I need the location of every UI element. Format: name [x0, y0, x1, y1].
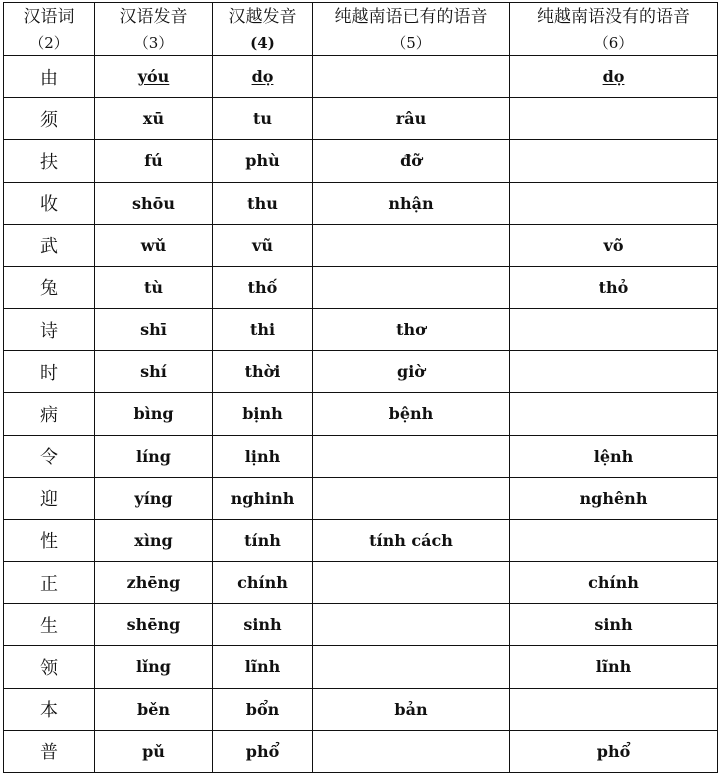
missing-vietnamese-cell: lĩnh [510, 646, 718, 688]
chinese-pronunciation-cell: shī [95, 309, 213, 351]
header-missing-vietnamese-sound: 纯越南语没有的语音 （6） [510, 3, 718, 56]
sino-vietnamese-cell: vũ [213, 224, 313, 266]
chinese-pronunciation-cell: yíng [95, 477, 213, 519]
chinese-word-cell: 武 [4, 224, 95, 266]
existing-vietnamese-cell [313, 435, 510, 477]
chinese-word-cell: 病 [4, 393, 95, 435]
sino-vietnamese-cell: tính [213, 519, 313, 561]
chinese-word-cell: 诗 [4, 309, 95, 351]
chinese-word-cell: 时 [4, 351, 95, 393]
missing-vietnamese-cell: thỏ [510, 266, 718, 308]
chinese-word-cell: 本 [4, 688, 95, 730]
sino-vietnamese-cell: thi [213, 309, 313, 351]
table-row [4, 688, 718, 730]
chinese-pronunciation-cell: xū [95, 98, 213, 140]
header-existing-vietnamese-sound: 纯越南语已有的语音 （5） [313, 3, 510, 56]
existing-vietnamese-cell: đỡ [313, 140, 510, 182]
sino-vietnamese-cell: bịnh [213, 393, 313, 435]
table-row [4, 604, 718, 646]
missing-vietnamese-cell [510, 182, 718, 224]
missing-vietnamese-cell [510, 98, 718, 140]
missing-vietnamese-cell: võ [510, 224, 718, 266]
missing-vietnamese-cell [510, 688, 718, 730]
sino-vietnamese-cell: chính [213, 562, 313, 604]
table-row [4, 646, 718, 688]
chinese-pronunciation-cell: zhēng [95, 562, 213, 604]
sino-vietnamese-cell: dọ [213, 56, 313, 98]
missing-vietnamese-cell: sinh [510, 604, 718, 646]
chinese-pronunciation-cell: yóu [95, 56, 213, 98]
chinese-word-cell: 兔 [4, 266, 95, 308]
pronunciation-comparison-table [3, 2, 718, 773]
sino-vietnamese-cell: lịnh [213, 435, 313, 477]
sino-vietnamese-cell: bổn [213, 688, 313, 730]
existing-vietnamese-cell [313, 730, 510, 772]
missing-vietnamese-cell: dọ [510, 56, 718, 98]
chinese-pronunciation-cell: shōu [95, 182, 213, 224]
sino-vietnamese-cell: phổ [213, 730, 313, 772]
chinese-pronunciation-cell: xìng [95, 519, 213, 561]
chinese-word-cell: 扶 [4, 140, 95, 182]
table-row [4, 351, 718, 393]
existing-vietnamese-cell: nhận [313, 182, 510, 224]
chinese-word-cell: 领 [4, 646, 95, 688]
table-row [4, 562, 718, 604]
table-row [4, 730, 718, 772]
chinese-word-cell: 收 [4, 182, 95, 224]
sino-vietnamese-cell: tu [213, 98, 313, 140]
table-row [4, 266, 718, 308]
existing-vietnamese-cell [313, 604, 510, 646]
chinese-pronunciation-cell: pǔ [95, 730, 213, 772]
missing-vietnamese-cell: lệnh [510, 435, 718, 477]
existing-vietnamese-cell [313, 56, 510, 98]
chinese-pronunciation-cell: bìng [95, 393, 213, 435]
missing-vietnamese-cell [510, 140, 718, 182]
chinese-word-cell: 令 [4, 435, 95, 477]
sino-vietnamese-cell: thố [213, 266, 313, 308]
missing-vietnamese-cell [510, 393, 718, 435]
chinese-pronunciation-cell: líng [95, 435, 213, 477]
chinese-word-cell: 正 [4, 562, 95, 604]
table-row [4, 182, 718, 224]
chinese-pronunciation-cell: lǐng [95, 646, 213, 688]
existing-vietnamese-cell: tính cách [313, 519, 510, 561]
header-chinese-pronunciation: 汉语发音 （3） [95, 3, 213, 56]
missing-vietnamese-cell [510, 519, 718, 561]
existing-vietnamese-cell [313, 477, 510, 519]
table-row [4, 477, 718, 519]
chinese-pronunciation-cell: tù [95, 266, 213, 308]
table-row [4, 56, 718, 98]
existing-vietnamese-cell [313, 646, 510, 688]
sino-vietnamese-cell: sinh [213, 604, 313, 646]
table-row [4, 309, 718, 351]
header-sino-vietnamese-pronunciation: 汉越发音 (4) [213, 3, 313, 56]
table-row [4, 140, 718, 182]
missing-vietnamese-cell [510, 351, 718, 393]
sino-vietnamese-cell: thời [213, 351, 313, 393]
chinese-word-cell: 生 [4, 604, 95, 646]
existing-vietnamese-cell: bản [313, 688, 510, 730]
chinese-word-cell: 普 [4, 730, 95, 772]
existing-vietnamese-cell: bệnh [313, 393, 510, 435]
header-chinese-word: 汉语词 （2） [4, 3, 95, 56]
chinese-word-cell: 迎 [4, 477, 95, 519]
chinese-pronunciation-cell: fú [95, 140, 213, 182]
sino-vietnamese-cell: phù [213, 140, 313, 182]
existing-vietnamese-cell: râu [313, 98, 510, 140]
table-row [4, 435, 718, 477]
table-row [4, 519, 718, 561]
missing-vietnamese-cell: phổ [510, 730, 718, 772]
chinese-word-cell: 须 [4, 98, 95, 140]
chinese-word-cell: 由 [4, 56, 95, 98]
chinese-pronunciation-cell: shí [95, 351, 213, 393]
existing-vietnamese-cell [313, 562, 510, 604]
sino-vietnamese-cell: lĩnh [213, 646, 313, 688]
existing-vietnamese-cell: giờ [313, 351, 510, 393]
chinese-pronunciation-cell: běn [95, 688, 213, 730]
chinese-word-cell: 性 [4, 519, 95, 561]
existing-vietnamese-cell: thơ [313, 309, 510, 351]
existing-vietnamese-cell [313, 224, 510, 266]
chinese-pronunciation-cell: shēng [95, 604, 213, 646]
table-row [4, 98, 718, 140]
missing-vietnamese-cell [510, 309, 718, 351]
missing-vietnamese-cell: nghênh [510, 477, 718, 519]
sino-vietnamese-cell: nghinh [213, 477, 313, 519]
table-row [4, 224, 718, 266]
sino-vietnamese-cell: thu [213, 182, 313, 224]
existing-vietnamese-cell [313, 266, 510, 308]
chinese-pronunciation-cell: wǔ [95, 224, 213, 266]
header-row [4, 3, 718, 56]
missing-vietnamese-cell: chính [510, 562, 718, 604]
table-row [4, 393, 718, 435]
